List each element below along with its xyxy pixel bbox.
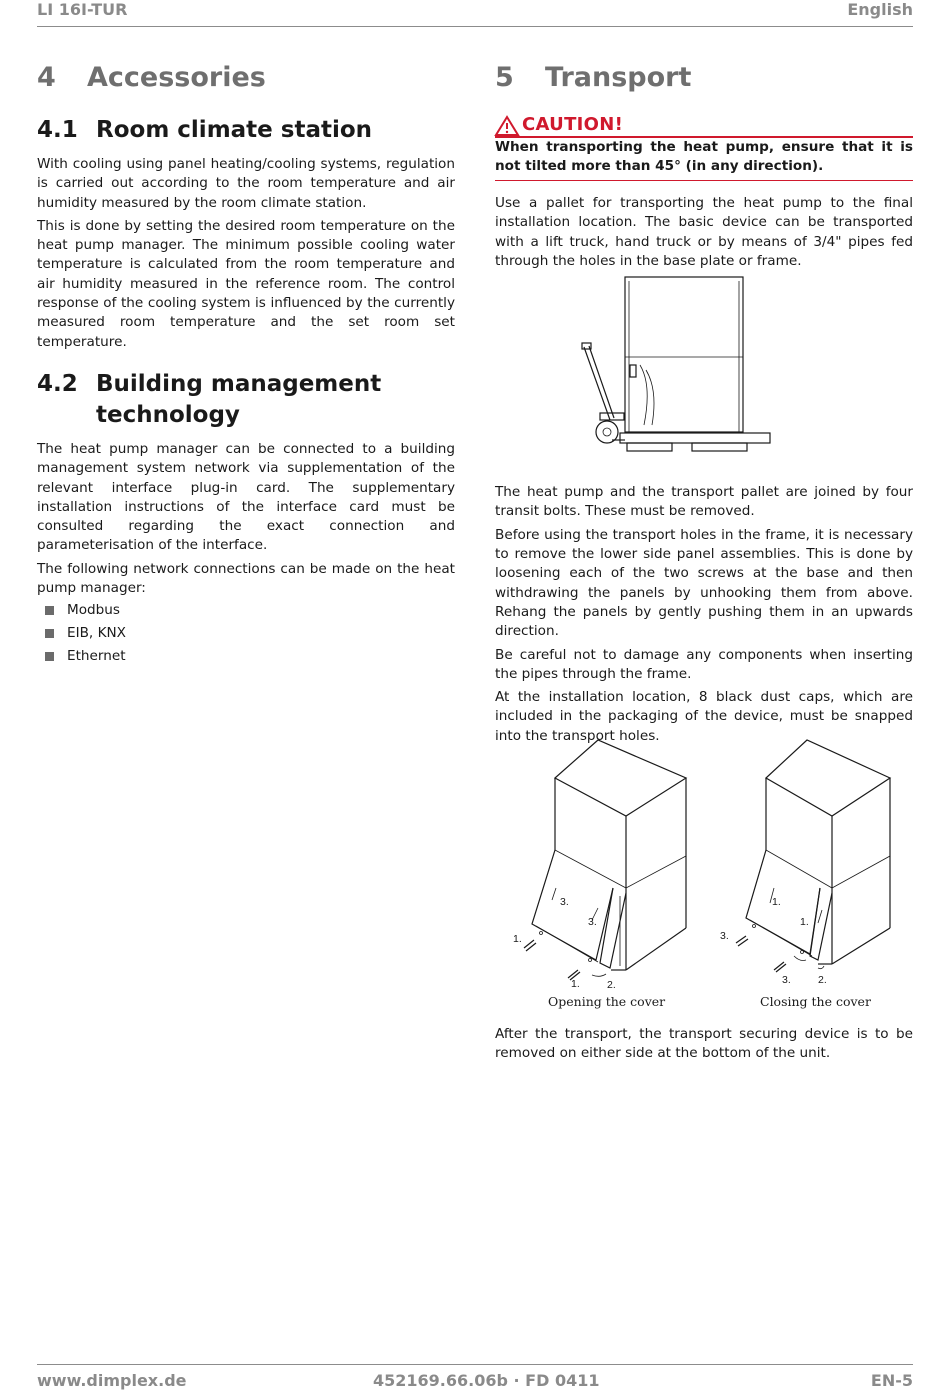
warning-triangle-icon (495, 115, 519, 137)
paragraph: After the transport, the transport securing device is to be removed on either side at the bottom of the unit. (495, 1026, 913, 1062)
subsection-number: 4.2 (37, 370, 78, 397)
list-item-label: Modbus (67, 602, 121, 619)
website-link[interactable]: www.dimplex.de (37, 1371, 187, 1390)
opening-cover-illustration (508, 738, 708, 991)
paragraph: The heat pump manager can be connected to a building management system network via supplementation of the relevant interface plug-in card. The supplementary installation instructions of the interface card must be consulted regarding the exact connection and parameterisation of the interface. (37, 440, 455, 554)
bullet-square-icon (45, 652, 54, 661)
paragraph: With cooling using panel heating/cooling systems, regulation is carried out according to the room temperature and air humidity measured by the room climate station. (37, 156, 455, 211)
paragraph: At the installation location, 8 black dust caps, which are included in the packaging of the device, must be snapped into the transport holes. (495, 689, 913, 744)
caution-divider-bottom (495, 180, 913, 181)
list-item (37, 622, 455, 645)
list-item (37, 645, 455, 668)
section-title: Transport (545, 62, 692, 93)
closing-cover-illustration (712, 738, 912, 988)
paragraph: Before using the transport holes in the frame, it is necessary to remove the lower side panel assemblies. This is done by loosening each of the two screws at the base and then withdrawing the panels by unhooking them from above. Rehang the panels by gently pushing them in an upwards direction. (495, 526, 913, 640)
bullet-square-icon (45, 606, 54, 615)
title-line-2: technology (96, 401, 240, 428)
list-item-label: EIB, KNX (67, 625, 126, 642)
paragraph: This is done by setting the desired room temperature on the heat pump manager. The minimum possible cooling water temperature is calculated from the room temperature and air humidity measured in the reference room. The control response of the cooling system is influenced by the currently measured room temperature and the set room set temperature. (37, 217, 455, 350)
list-item-label: Ethernet (67, 647, 126, 664)
section-4-heading (37, 60, 455, 100)
section-5-heading (495, 60, 913, 100)
pallet-transport-illustration (580, 275, 770, 460)
paragraph: The heat pump and the transport pallet are joined by four transit bolts. These must be removed. (495, 484, 913, 520)
step-label: 3. (782, 974, 791, 986)
step-label: 1. (513, 933, 522, 945)
step-label: 1. (571, 978, 580, 990)
paragraph: The following network connections can be made on the heat pump manager: (37, 560, 455, 597)
step-label: 3. (560, 896, 569, 908)
caution-text: When transporting the heat pump, ensure that it is not tilted more than 45° (in any direction). (495, 139, 913, 174)
section-4-2-heading (37, 369, 455, 431)
step-label: 3. (588, 916, 597, 928)
model-name: LI 16I-TUR (37, 0, 128, 19)
section-number: 5 (495, 62, 514, 93)
step-label: 2. (607, 979, 616, 991)
figure-caption: Opening the cover (548, 994, 666, 1009)
document-number: 452169.66.06b · FD 0411 (373, 1371, 600, 1390)
step-label: 1. (800, 916, 809, 928)
step-label: 2. (818, 974, 827, 986)
figure-caption: Closing the cover (760, 994, 871, 1009)
page-header (37, 0, 913, 27)
step-label: 3. (720, 930, 729, 942)
section-number: 4 (37, 62, 56, 93)
list-item (37, 599, 455, 622)
network-list (37, 599, 455, 667)
paragraph: Use a pallet for transporting the heat pump to the final installation location. The basic device can be transported with a lift truck, hand truck or by means of 3/4" pipes fed through the holes in the base plate or frame. (495, 195, 913, 269)
step-label: 1. (772, 896, 781, 908)
page-number: EN-5 (870, 1371, 913, 1390)
section-title: Accessories (87, 62, 266, 93)
section-4-1-heading (37, 115, 455, 146)
subsection-title (96, 369, 446, 431)
title-line-1: Building management (96, 370, 382, 397)
bullet-square-icon (45, 629, 54, 638)
page-footer (37, 1364, 913, 1391)
left-column (37, 60, 455, 667)
subsection-title: Room climate station (96, 117, 373, 143)
paragraph: Be careful not to damage any components when inserting the pipes through the frame. (495, 646, 913, 682)
subsection-number: 4.1 (37, 117, 78, 143)
caution-header (495, 114, 913, 136)
caution-label: CAUTION! (522, 114, 624, 135)
language-label: English (847, 0, 913, 19)
